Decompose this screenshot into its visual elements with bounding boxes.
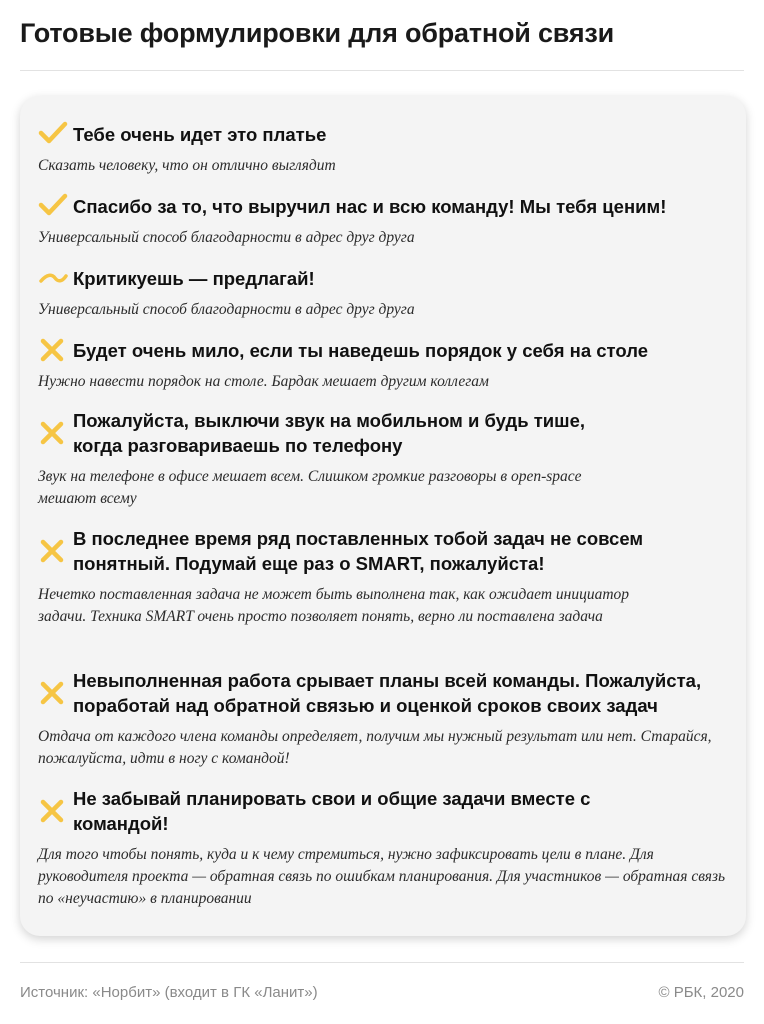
list-item [38,786,726,910]
feedback-card [20,96,746,936]
item-description: Универсальный способ благодарности в адрес друг друга [38,301,415,318]
item-description: Отдача от каждого члена команды определяет, получим мы нужный результат или нет. Старайся, пожалуйста, идти в ногу с командой! [38,728,712,767]
item-description: Для того чтобы понять, куда и к чему стремиться, нужно зафиксировать цели в плане. Для руководителя проекта — обратная связь по ошибкам планирования. Для участников — обратная связь по «неучастию» в планировании [38,846,726,907]
item-phrase: Будет очень мило, если ты наведешь порядок у себя на столе [73,340,649,361]
cross-icon [38,421,68,447]
check-icon [38,120,68,146]
list-item [38,668,738,770]
item-header [38,194,738,219]
item-phrase: В последнее время ряд поставленных тобой задач не совсем понятный. Подумай еще раз о SMART, пожалуйста! [73,528,644,574]
divider [20,962,744,963]
list-item [38,266,738,321]
cross-icon [38,799,68,825]
list-item [38,194,738,249]
item-header [38,122,598,147]
cross-icon [38,681,68,707]
item-phrase: Тебе очень идет это платье [73,124,327,145]
list-item [38,338,738,393]
item-phrase: Критикуешь — предлагай! [73,268,315,289]
check-icon [38,192,68,218]
item-phrase: Пожалуйста, выключи звук на мобильном и будь тише, когда разговариваешь по телефону [73,410,586,456]
page-title: Готовые формулировки для обратной связи [20,18,615,48]
cross-icon [38,539,68,565]
list-item [38,526,668,628]
cross-icon [38,338,68,364]
divider [20,70,744,71]
list-item [38,408,598,510]
item-header [38,668,738,718]
item-header [38,786,598,836]
item-phrase: Невыполненная работа срывает планы всей команды. Пожалуйста, поработай над обратной связью и оценкой сроков своих задач [73,670,702,716]
item-description: Универсальный способ благодарности в адрес друг друга [38,229,415,246]
item-phrase: Не забывай планировать свои и общие задачи вместе с командой! [73,788,591,834]
list-item [38,122,598,177]
item-phrase: Спасибо за то, что выручил нас и всю команду! Мы тебя ценим! [73,196,667,217]
item-header [38,408,598,458]
item-header [38,266,738,291]
item-description: Сказать человеку, что он отлично выглядит [38,157,336,174]
item-description: Нечетко поставленная задача не может быть выполнена так, как ожидает инициатор задачи. Техника SMART очень просто позволяет понять, верно ли поставлена задача [38,586,630,625]
tilde-icon [38,266,68,292]
source-note: Источник: «Норбит» (входит в ГК «Ланит») [20,984,318,1001]
item-description: Нужно навести порядок на столе. Бардак мешает другим коллегам [38,373,489,390]
copyright: © РБК, 2020 [658,984,744,1001]
item-header [38,338,738,363]
item-description: Звук на телефоне в офисе мешает всем. Слишком громкие разговоры в open-space мешают всему [38,468,582,507]
item-header [38,526,668,576]
